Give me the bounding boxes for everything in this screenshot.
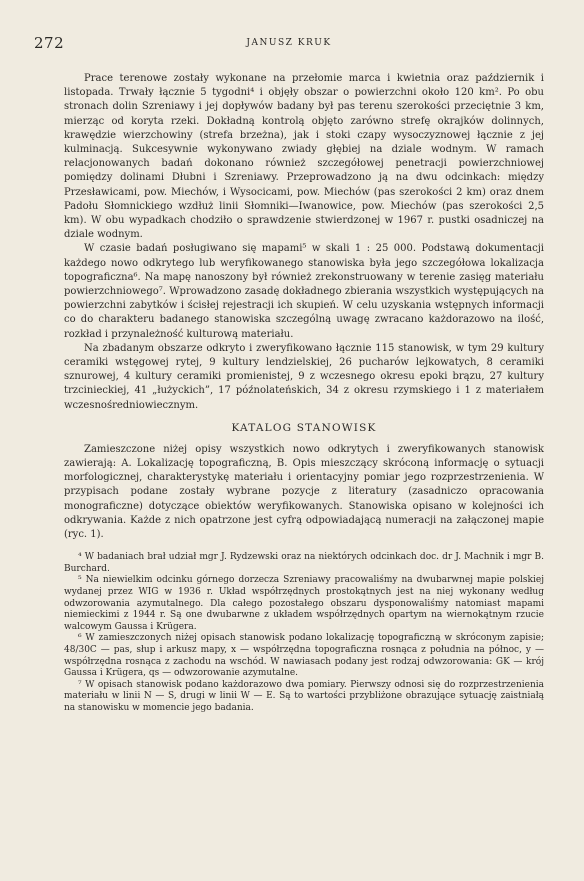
page-header xyxy=(34,34,544,54)
section-title: KATALOG STANOWISK xyxy=(231,421,377,434)
footnote-7: ⁷ W opisach stanowisk podano każdorazowo dwa pomiary. Pierwszy odnosi się do rozprzestrzenienia materiału w linii N — S, drugi w linii W — E. Są to wartości przybliżone obrazujące sytuację zaistniałą na stanowisku w momencie jego badania. xyxy=(64,679,544,714)
footnote-5: ⁵ Na niewielkim odcinku górnego dorzecza Szreniawy pracowaliśmy na dwubarwnej mapie polskiej wydanej przez WIG w 1936 r. Układ współrzędnych prostokątnych jest na niej wykonany według odwzorowania azymutalnego. Dla całego pozostałego obszaru dysponowaliśmy natomiast mapami niemieckimi z 1944 r. Są one dwubarwne z układem współrzędnych opartym na wiernokątnym rzucie walcowym Gaussa i Krügera. xyxy=(64,575,544,632)
paragraph-methods: W czasie badań posługiwano się mapami⁵ w skali 1 : 25 000. Podstawą dokumentacji każdego nowo odkrytego lub weryfikowanego stanowiska była jego szczegółowa lokalizacja topograficzna⁶. Na mapę nanoszony był również zrekonstruowany w terenie zasięg materiału powierzchniowego⁷. Wprowadzono zasadę dokładnego zbierania wszystkich występujących na powierzchni zabytków i ścisłej rejestracji ich skupień. W celu uzyskania wstępnych informacji co do charakteru badanego stanowiska szczególną uwagę zwracano każdorazowo na ilość, rozkład i przynależność kulturową materiału. xyxy=(64,243,544,340)
main-text xyxy=(64,72,544,715)
footnote-6: ⁶ W zamieszczonych niżej opisach stanowisk podano lokalizację topograficzną w skróconym zapisie; 48/30C — pas, słup i arkusz mapy, x — współrzędna topograficzna rosnąca z południa na północ, y — współrzędna rosnąca z zachodu na wschód. W nawiasach podany jest rodzaj odwzorowania: GK — krój Gaussa i Krügera, qs — odwzorowanie azymutalne. xyxy=(64,633,544,679)
paragraph-catalog-intro: Zamieszczone niżej opisy wszystkich nowo odkrytych i zweryfikowanych stanowisk zawierają: A. Lokalizację topograficzną, B. Opis mieszczący skróconą informację o sytuacji morfologicznej, charakterystykę materiału i orientacyjny pomiar jego rozprzestrzenienia. W przypisach podane zostały wybrane pozycje z literatury (zasadniczo opracowania monograficzne) dotyczące obiektów weryfikowanych. Stanowiska opisano w kolejności ich odkrywania. Każde z nich opatrzone jest cyfrą odpowiadającą numeracji na załączonej mapie (ryc. 1). xyxy=(64,443,544,541)
paragraph-results: Na zbadanym obszarze odkryto i zweryfikowano łącznie 115 stanowisk, w tym 29 kultury ceramiki wstęgowej rytej, 9 kultury lendzielskiej, 26 pucharów lejkowatych, 8 ceramiki sznurowej, 4 kultury ceramiki promienistej, 9 z wczesnego okresu epoki brązu, 27 kultury trzcinieckiej, 41 „łużyckich”, 17 późnolateńskich, 34 z okresu rzymskiego i 1 z materiałem wczesnośredniowiecznym. xyxy=(64,342,544,411)
paragraph-fieldwork: Prace terenowe zostały wykonane na przełomie marca i kwietnia oraz październik i listopada. Trwały łącznie 5 tygodni⁴ i objęły obszar o powierzchni około 120 km². Po obu stronach dolin Szreniawy i jej dopływów badany był pas terenu szerokości przeciętnie 3 km, mierząc od koryta rzeki. Dokładną kontrolą objęto zarówno strefę okrajków dolinnych, krawędzie wierzchowiny (strefa brzeżna), jak i stoki czapy wysoczyznowej łącznie z jej kulminacją. Sukcesywnie wykonywano zwiady głębiej na dziale wodnym. W ramach relacjonowanych badań dokonano również szczegółowej penetracji powierzchniowej pomiędzy dolinami Dłubni i Szreniawy. Przeprowadzono ją na dwu odcinkach: między Przesławicami, pow. Miechów, i Wysocicami, pow. Miechów (pas szerokości 2 km) oraz dnem Padołu Słomnickiego wzdłuż linii Słomniki—Iwanowice, pow. Miechów (pas szerokości 2,5 km). W obu wypadkach chodziło o sprawdzenie stwierdzonej w 1967 r. pustki osadniczej na dziale wodnym. xyxy=(64,73,544,241)
footnote-4: ⁴ W badaniach brał udział mgr J. Rydzewski oraz na niektórych odcinkach doc. dr J. Machnik i mgr B. Burchard. xyxy=(64,552,544,574)
running-head: JANUSZ KRUK xyxy=(246,38,332,48)
footnotes xyxy=(64,552,544,714)
page-number: 272 xyxy=(34,34,65,52)
